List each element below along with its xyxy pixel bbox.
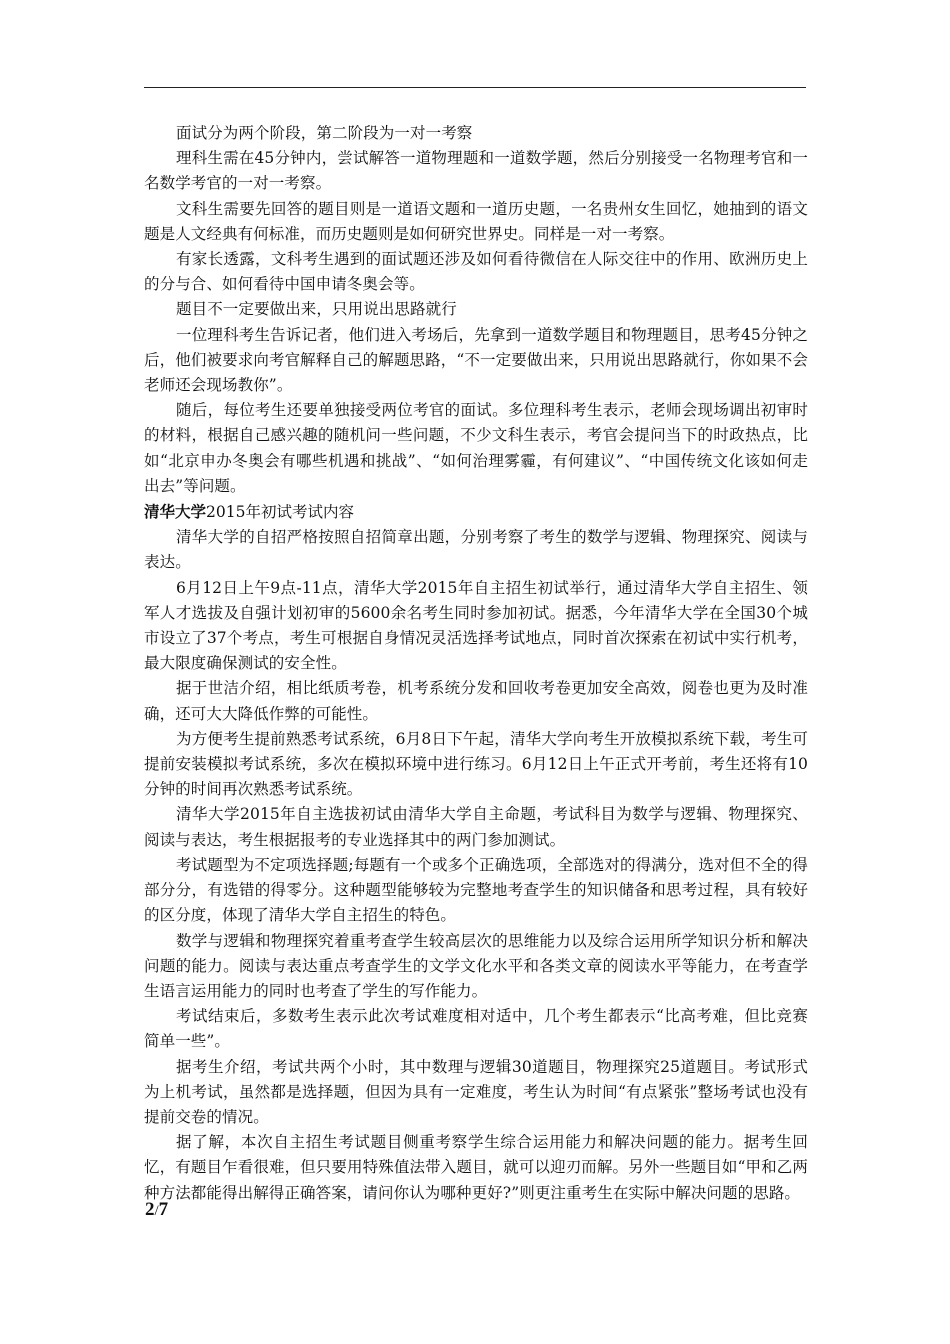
paragraph: 为方便考生提前熟悉考试系统，6月8日下午起，清华大学向考生开放模拟系统下载，考生可提前安装模拟考试系统，多次在模拟环境中进行练习。6月12日上午正式开考前，考生还将有10分钟的时间再次熟悉考试系统。 (144, 729, 808, 799)
paragraph: 面试分为两个阶段，第二阶段为一对一考察 (176, 124, 473, 142)
section-heading-rest: 2015年初试考试内容 (206, 503, 354, 522)
header-rule (144, 87, 806, 88)
paragraph: 一位理科考生告诉记者，他们进入考场后，先拿到一道数学题目和物理题目，思考45分钟之后，他们被要求向考官解释自己的解题思路，“不一定要做出来，只用说出思路就行，你如果不会老师还会现场教你”。 (144, 325, 808, 395)
page-number-total: 7 (158, 1199, 169, 1220)
page-number (145, 1199, 168, 1221)
paragraph: 6月12日上午9点-11点，清华大学2015年自主招生初试举行，通过清华大学自主招生、领军人才选拔及自强计划初审的5600余名考生同时参加初试。据悉，今年清华大学在全国30个城市设立了37个考点，考生可根据自身情况灵活选择考试地点，同时首次探索在初试中实行机考，最大限度确保测试的安全性。 (144, 578, 808, 673)
paragraph: 有家长透露，文科考生遇到的面试题还涉及如何看待微信在人际交往中的作用、欧洲历史上的分与合、如何看待中国申请冬奥会等。 (144, 250, 808, 294)
page-number-current: 2 (145, 1199, 155, 1220)
section-heading-bold: 清华大学 (144, 502, 207, 522)
section-heading (144, 499, 808, 525)
paragraph: 据了解，本次自主招生考试题目侧重考察学生综合运用能力和解决问题的能力。据考生回忆，有题目乍看很难，但只要用特殊值法带入题目，就可以迎刃而解。另外一些题目如“甲和乙两种方法都能得出解得正确答案，请问你认为哪种更好?”则更注重考生在实际中解决问题的思路。 (144, 1133, 808, 1202)
paragraph: 文科生需要先回答的题目则是一道语文题和一道历史题，一名贵州女生回忆，她抽到的语文题是人文经典有何标准，而历史题则是如何研究世界史。同样是一对一考察。 (144, 199, 808, 243)
page-number-separator: / (154, 1203, 159, 1219)
paragraph: 随后，每位考生还要单独接受两位考官的面试。多位理科考生表示，老师会现场调出初审时的材料，根据自己感兴趣的随机问一些问题，不少文科生表示，考官会提问当下的时政热点，比如“北京申办冬奥会有哪些机遇和挑战”、“如何治理雾霾，有何建议”、“中国传统文化该如何走出去”等问题。 (144, 401, 808, 495)
document-body (144, 121, 808, 1206)
paragraph: 考试结束后，多数考生表示此次考试难度相对适中，几个考生都表示“比高考难，但比竞赛简单一些”。 (144, 1007, 808, 1051)
paragraph: 清华大学的自招严格按照自招简章出题，分别考察了考生的数学与逻辑、物理探究、阅读与表达。 (144, 528, 808, 572)
paragraph: 数学与逻辑和物理探究着重考查学生较高层次的思维能力以及综合运用所学知识分析和解决问题的能力。阅读与表达重点考查学生的文学文化水平和各类文章的阅读水平等能力，在考查学生语言运用能力的同时也考查了学生的写作能力。 (144, 931, 808, 1000)
paragraph: 据于世洁介绍，相比纸质考卷，机考系统分发和回收考卷更加安全高效，阅卷也更为及时准确，还可大大降低作弊的可能性。 (144, 679, 808, 723)
paragraph: 据考生介绍，考试共两个小时，其中数理与逻辑30道题目，物理探究25道题目。考试形式为上机考试，虽然都是选择题，但因为具有一定难度，考生认为时间“有点紧张”整场考试也没有提前交卷的情况。 (144, 1057, 808, 1126)
paragraph: 题目不一定要做出来，只用说出思路就行 (176, 300, 457, 319)
paragraph: 清华大学2015年自主选拔初试由清华大学自主命题，考试科目为数学与逻辑、物理探究、阅读与表达，考生根据报考的专业选择其中的两门参加测试。 (144, 805, 808, 849)
paragraph: 理科生需在45分钟内，尝试解答一道物理题和一道数学题，然后分别接受一名物理考官和一名数学考官的一对一考察。 (144, 149, 808, 193)
paragraph: 考试题型为不定项选择题;每题有一个或多个正确选项，全部选对的得满分，选对但不全的得部分分，有选错的得零分。这种题型能够较为完整地考查学生的知识储备和思考过程，具有较好的区分度，体现了清华大学自主招生的特色。 (144, 855, 808, 925)
